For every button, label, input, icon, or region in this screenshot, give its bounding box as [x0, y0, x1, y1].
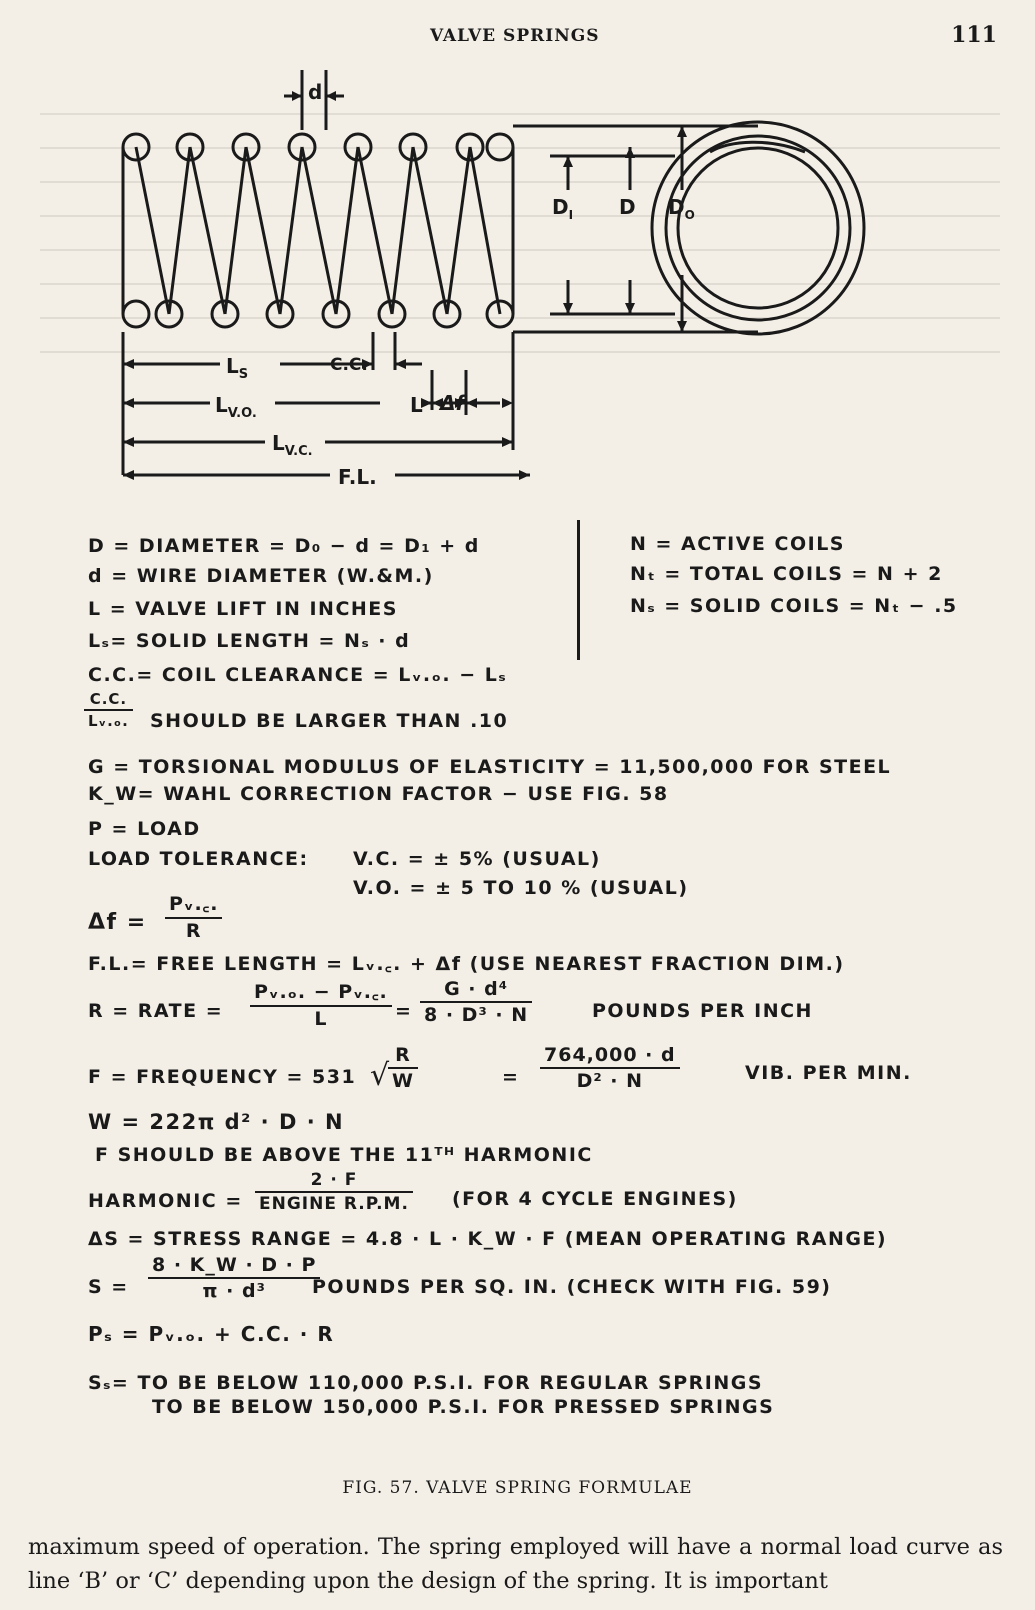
formula-solid-length: Lₛ= SOLID LENGTH = Nₛ · d [88, 630, 411, 652]
solid-length-label: $L_S$ [226, 354, 249, 382]
formula-solid-stress-pressed: TO BE BELOW 150,000 P.S.I. FOR PRESSED SPRINGS [152, 1396, 775, 1418]
tolerance-valve-closed: V.C. = ± 5% (USUAL) [353, 848, 601, 870]
formula-free-length: F.L.= FREE LENGTH = Lᵥ.꜀. + Δf (USE NEAREST FRACTION DIM.) [88, 953, 845, 975]
fraction-stress: $\frac{8 \cdot K\_W \cdot D \cdot P}{\text{π · d³}}$ [148, 1254, 320, 1302]
valve-lift-label: L [410, 393, 423, 417]
formula-torsional-modulus: G = TORSIONAL MODULUS OF ELASTICITY = 11,500,000 FOR STEEL [88, 756, 892, 778]
rate-lhs: R = RATE = [88, 1000, 224, 1022]
stress-unit: POUNDS PER SQ. IN. (CHECK WITH FIG. 59) [312, 1276, 832, 1298]
formula-solid-stress-regular: Sₛ= TO BE BELOW 110,000 P.S.I. FOR REGULAR SPRINGS [88, 1372, 764, 1394]
formula-clearance-ratio-text: SHOULD BE LARGER THAN .10 [150, 710, 509, 732]
formula-weight: W = 222π d² · D · N [88, 1110, 345, 1134]
valve-closed-length-label: $L_{V.C.}$ [272, 431, 313, 459]
formula-wire-diameter: d = WIRE DIAMETER (W.&M.) [88, 565, 434, 587]
formula-coil-clearance: C.C.= COIL CLEARANCE = Lᵥ.ₒ. − Lₛ [88, 664, 508, 686]
mean-diameter-label: D [619, 195, 636, 219]
rate-unit: POUNDS PER INCH [592, 1000, 813, 1022]
formula-total-coils: Nₜ = TOTAL COILS = N + 2 [630, 563, 943, 585]
spring-diagram [70, 70, 1000, 490]
divider [577, 520, 580, 660]
running-head: VALVE SPRINGS [430, 26, 600, 46]
fraction-rate-geometry: $\frac{\text{G · d⁴}}{\text{8 · D³ · N}}$ [420, 978, 532, 1026]
formula-active-coils: N = ACTIVE COILS [630, 533, 845, 555]
tolerance-valve-open: V.O. = ± 5 TO 10 % (USUAL) [353, 877, 689, 899]
deflection-label: Δf [440, 391, 465, 415]
frequency-lhs: F = FREQUENCY = 531 [88, 1066, 357, 1088]
harmonic-note: (FOR 4 CYCLE ENGINES) [452, 1188, 738, 1210]
sqrt-sign: √ [370, 1058, 391, 1093]
page-header [0, 22, 1035, 52]
page-number: 111 [951, 22, 997, 48]
fraction-rate-load: $\frac{\text{Pᵥ.ₒ. − Pᵥ.꜀.}}{L}$ [250, 978, 392, 1030]
valve-open-length-label: $L_{V.O.}$ [215, 393, 257, 421]
figure-caption: FIG. 57. VALVE SPRING FORMULAE [342, 1478, 693, 1498]
formula-wahl-factor: K_W= WAHL CORRECTION FACTOR − USE FIG. 58 [88, 783, 669, 805]
formula-stress-range: ΔS = STRESS RANGE = 4.8 · L · K_W · F (MEAN OPERATING RANGE) [88, 1228, 888, 1250]
formula-valve-lift: L = VALVE LIFT IN INCHES [88, 598, 398, 620]
frequency-unit: VIB. PER MIN. [745, 1062, 912, 1084]
free-length-label: F.L. [338, 465, 377, 489]
harmonic-requirement: F SHOULD BE ABOVE THE 11ᵀᴴ HARMONIC [95, 1144, 593, 1166]
stress-lhs: S = [88, 1276, 129, 1298]
fraction-deflection: $\frac{\text{Pᵥ.꜀.}}{R}$ [165, 890, 222, 942]
fraction-clearance-ratio: $\frac{C.C.}{\text{Lᵥ.ₒ.}}$ [84, 690, 133, 730]
fraction-frequency: $\frac{764,000 \cdot d}{\text{D² · N}}$ [540, 1044, 680, 1092]
deflection-lhs: Δf = [88, 910, 147, 935]
harmonic-lhs: HARMONIC = [88, 1190, 243, 1212]
inner-diameter-label: $D_I$ [552, 195, 574, 222]
frequency-equals: = [502, 1066, 520, 1088]
figure-valve-spring-formulae [70, 70, 1000, 1500]
formula-solid-coils: Nₛ = SOLID COILS = Nₜ − .5 [630, 595, 958, 617]
fraction-harmonic: 2 · F ENGINE R.P.M. [255, 1170, 413, 1214]
formula-load: P = LOAD [88, 818, 201, 840]
formula-diameter: D = DIAMETER = D₀ − d = D₁ + d [88, 535, 480, 557]
fraction-frequency-root: $\frac{R}{W}$ [388, 1044, 418, 1092]
formula-solid-load: Pₛ = Pᵥ.ₒ. + C.C. · R [88, 1322, 335, 1346]
outer-diameter-label: $D_O$ [668, 195, 695, 222]
body-paragraph: maximum speed of operation. The spring employed will have a normal load curve as line ‘B’ or ‘C’ depending upon the design of the spring. It is important [28, 1534, 1003, 1594]
rate-equals: = [395, 1000, 413, 1022]
coil-clearance-label: C.C. [330, 355, 368, 375]
load-tolerance-label: LOAD TOLERANCE: [88, 848, 309, 870]
wire-diameter-label: d [308, 80, 323, 104]
